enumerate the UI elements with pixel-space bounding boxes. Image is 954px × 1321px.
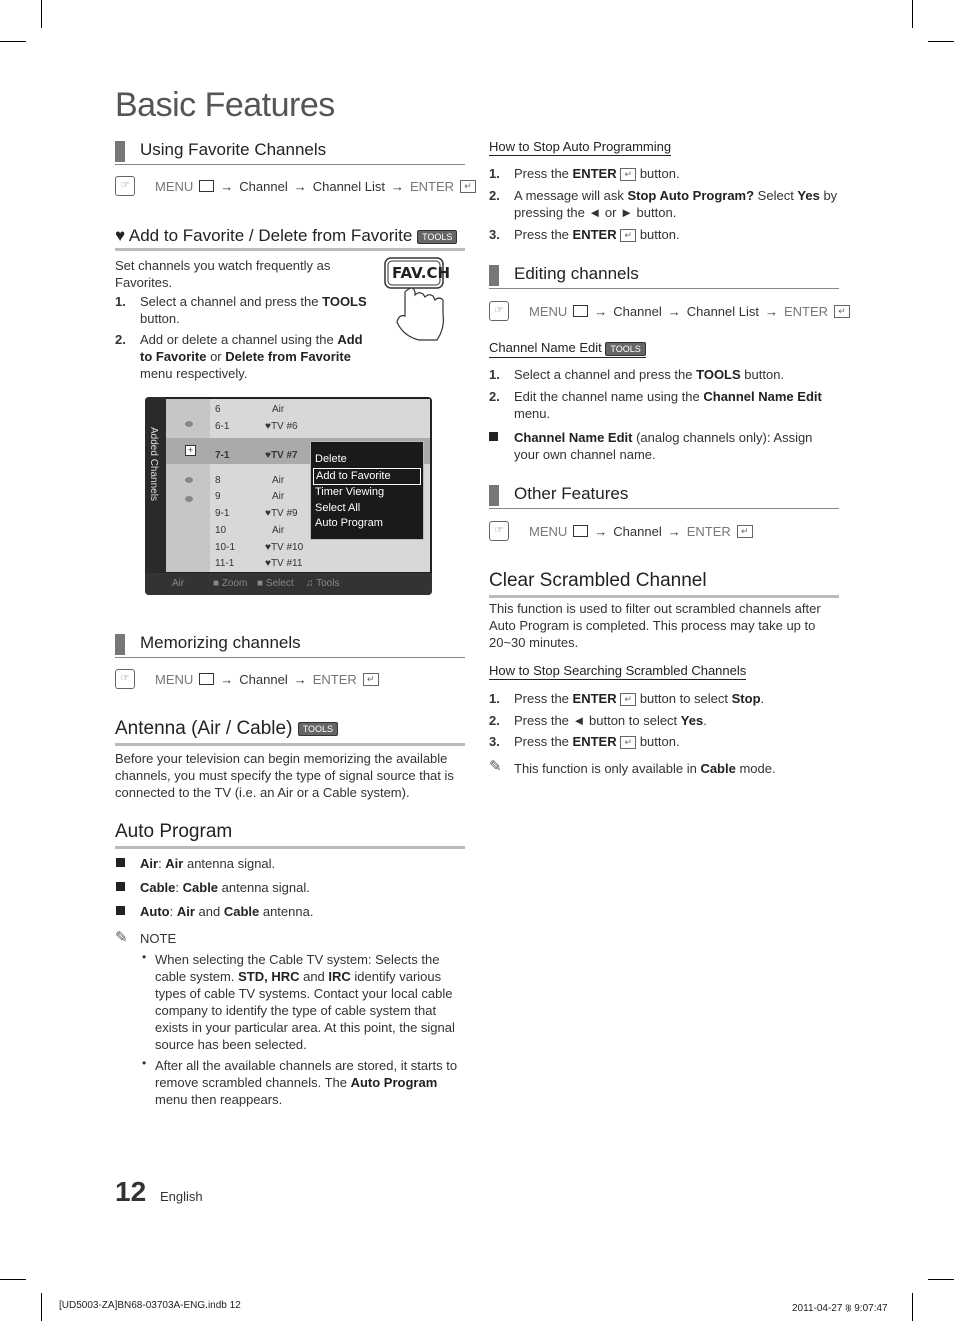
menu-icon [573,305,588,317]
section-heading-using-favorite: Using Favorite Channels [115,140,465,165]
channel-name[interactable]: Air [272,525,285,536]
note-label: NOTE [140,931,177,946]
bullet-square [116,882,125,891]
popup-item-add-to-favorite[interactable]: Add to Favorite [313,468,421,486]
clear-scrambled-description: This function is used to filter out scrambled channels after Auto Program is completed. This process may take up to 20~30 minutes. [489,601,821,650]
fav-ch-button-label: FAV.CH [392,264,451,282]
menu-hand-icon: ☞ [489,521,509,541]
channel-name[interactable]: Air [272,475,285,486]
enter-icon: ↵ [620,736,636,749]
cable-icon [185,496,193,502]
stop-auto-step-1: 1. Press the ENTER ↵ button. [489,166,680,181]
stop-auto-step-2: 2. A message will ask Stop Auto Program? Select Yes by pressing the ◄ or ► button. [489,188,838,220]
footer-file-info: [UD5003-ZA]BN68-03703A-ENG.indb 12 [59,1300,241,1311]
heart-icon: ♥ [115,226,126,245]
page-language: English [160,1189,203,1204]
auto-program-bullet-cable: Cable: Cable antenna signal. [140,880,310,895]
crop-mark [41,1293,42,1321]
crop-mark [912,1293,913,1321]
note-auto-program-reappears: After all the available channels are stored, it starts to remove scrambled channels. The Auto Program menu then reappears. [155,1058,458,1107]
channel-name-edit-step-2: 2. Edit the channel name using the Channel Name Edit menu. [489,389,822,421]
tools-key-icon: ♫ [306,578,317,589]
channel-list-screen [145,397,432,595]
section-heading-auto-program: Auto Program [115,821,465,849]
channel-name-edit-title: Channel Name Edit TOOLS [489,340,646,358]
screen-side-label: Added Channels [148,427,159,501]
scrambled-step-3: 3. Press the ENTER ↵ button. [489,734,680,749]
enter-icon: ↵ [363,673,379,686]
add-icon: + [185,445,196,456]
section-heading-add-favorite: ♥ Add to Favorite / Delete from Favorite TOOLS [115,226,465,251]
tools-badge: TOOLS [605,342,645,356]
menu-hand-icon: ☞ [115,669,135,689]
menu-icon [573,525,588,537]
channel-number[interactable]: 8 [215,475,221,486]
channel-number[interactable]: 6-1 [215,421,230,432]
channel-number[interactable]: 10-1 [215,542,236,553]
menu-hand-icon: ☞ [489,301,509,321]
zoom-key-icon: ■ [213,578,222,589]
scrambled-step-2: 2. Press the ◄ button to select Yes. [489,713,707,728]
enter-icon: ↵ [834,305,850,318]
crop-mark [41,0,42,28]
tools-badge: TOOLS [298,722,338,736]
channel-name-edit-step-1: 1. Select a channel and press the TOOLS button. [489,367,785,382]
select-hint[interactable]: ■ Select [257,578,294,589]
crop-mark [0,1279,26,1280]
crop-mark [928,1279,954,1280]
enter-icon: ↵ [620,229,636,242]
antenna-description: Before your television can begin memorizing the available channels, you must specify the type of signal source that is connected to the TV (i.e. an Air or a Cable system). [115,751,454,800]
cable-mode-note: This function is only available in Cable mode. [514,761,776,776]
channel-number[interactable]: 7-1 [215,450,230,461]
enter-icon: ↵ [737,525,753,538]
crop-mark [0,41,26,42]
stop-searching-scrambled-title: How to Stop Searching Scrambled Channels [489,663,747,678]
channel-name-edit-note: Channel Name Edit (analog channels only): Assign your own channel name. [514,430,813,462]
note-bullet: • [142,1056,147,1070]
tools-hint[interactable]: ♫ Tools [306,578,340,589]
menu-icon [199,673,214,685]
page-title: Basic Features [115,86,335,124]
menu-icon [199,180,214,192]
channel-name[interactable]: Air [272,404,285,415]
bullet-square [116,906,125,915]
footer-timestamp: 2011-04-27 ꡵ 9:07:47 [792,1303,888,1314]
zoom-hint[interactable]: ■ Zoom [213,578,248,589]
crop-mark [912,0,913,28]
enter-icon: ↵ [620,168,636,181]
channel-number[interactable]: 9 [215,491,221,502]
auto-program-bullet-air: Air: Air antenna signal. [140,856,276,871]
channel-name[interactable]: ♥TV #7 [265,450,298,461]
page-number: 12 [115,1176,147,1207]
tools-badge: TOOLS [417,230,457,244]
scrambled-step-1: 1. Press the ENTER ↵ button to select Stop. [489,691,765,706]
bullet-square [116,858,125,867]
section-heading-antenna: Antenna (Air / Cable) TOOLS [115,718,465,746]
popup-item-select-all[interactable]: Select All [315,501,361,514]
menu-path-using-favorite: ☞ MENU → Channel → Channel List → ENTER ↵ [115,176,476,196]
popup-item-timer-viewing[interactable]: Timer Viewing [315,486,385,498]
add-favorite-intro: Set channels you watch frequently as Favorites. [115,258,331,290]
section-heading-other-features: Other Features [489,484,839,509]
stop-auto-programming-title: How to Stop Auto Programming [489,139,672,154]
menu-path-memorizing: ☞ MENU → Channel → ENTER ↵ [115,669,379,689]
tools-popup-menu [310,441,424,540]
channel-name[interactable]: ♥TV #9 [265,508,298,519]
menu-path-other: ☞ MENU → Channel → ENTER ↵ [489,521,753,541]
channel-number[interactable]: 9-1 [215,508,230,519]
note-pencil-icon: ✎ [115,929,128,946]
popup-item-auto-program[interactable]: Auto Program [315,517,383,529]
auto-program-bullet-auto: Auto: Air and Cable antenna. [140,904,314,919]
menu-path-editing: ☞ MENU → Channel → Channel List → ENTER ↵ [489,301,850,321]
heart-small-icon [185,477,193,483]
channel-name[interactable]: ♥TV #10 [265,542,304,553]
channel-number[interactable]: 6 [215,404,221,415]
popup-item-delete[interactable]: Delete [315,453,347,465]
antenna-mode-label: Air [172,578,185,589]
section-heading-memorizing: Memorizing channels [115,633,465,658]
channel-name[interactable]: ♥TV #6 [265,421,298,432]
add-favorite-step-2: 2. Add or delete a channel using the Add to Favorite or Delete from Favorite menu respectively. [115,332,363,381]
section-heading-editing-channels: Editing channels [489,264,839,289]
antenna-icon [185,421,193,427]
enter-icon: ↵ [620,693,636,706]
crop-mark [928,41,954,42]
screen-bottom-bar [145,573,432,595]
note-pencil-icon: ✎ [489,758,502,775]
add-favorite-step-1: 1. Select a channel and press the TOOLS button. [115,294,367,326]
channel-number[interactable]: 11-1 [215,558,235,569]
stop-auto-step-3: 3. Press the ENTER ↵ button. [489,227,680,242]
section-heading-clear-scrambled: Clear Scrambled Channel [489,570,839,598]
select-key-icon: ■ [257,578,266,589]
bullet-square [489,432,498,441]
channel-name[interactable]: Air [272,491,285,502]
enter-icon: ↵ [460,180,476,193]
menu-hand-icon: ☞ [115,176,135,196]
note-cable-system: When selecting the Cable TV system: Selects the cable system. STD, HRC and IRC identify various types of cable TV systems. Contact your local cable company to identify the type of cable system that exists in your particular area. At this point, the signal source has been selected. [155,952,455,1052]
channel-name[interactable]: ♥TV #11 [265,558,303,569]
note-bullet: • [142,950,147,964]
channel-number[interactable]: 10 [215,525,227,536]
